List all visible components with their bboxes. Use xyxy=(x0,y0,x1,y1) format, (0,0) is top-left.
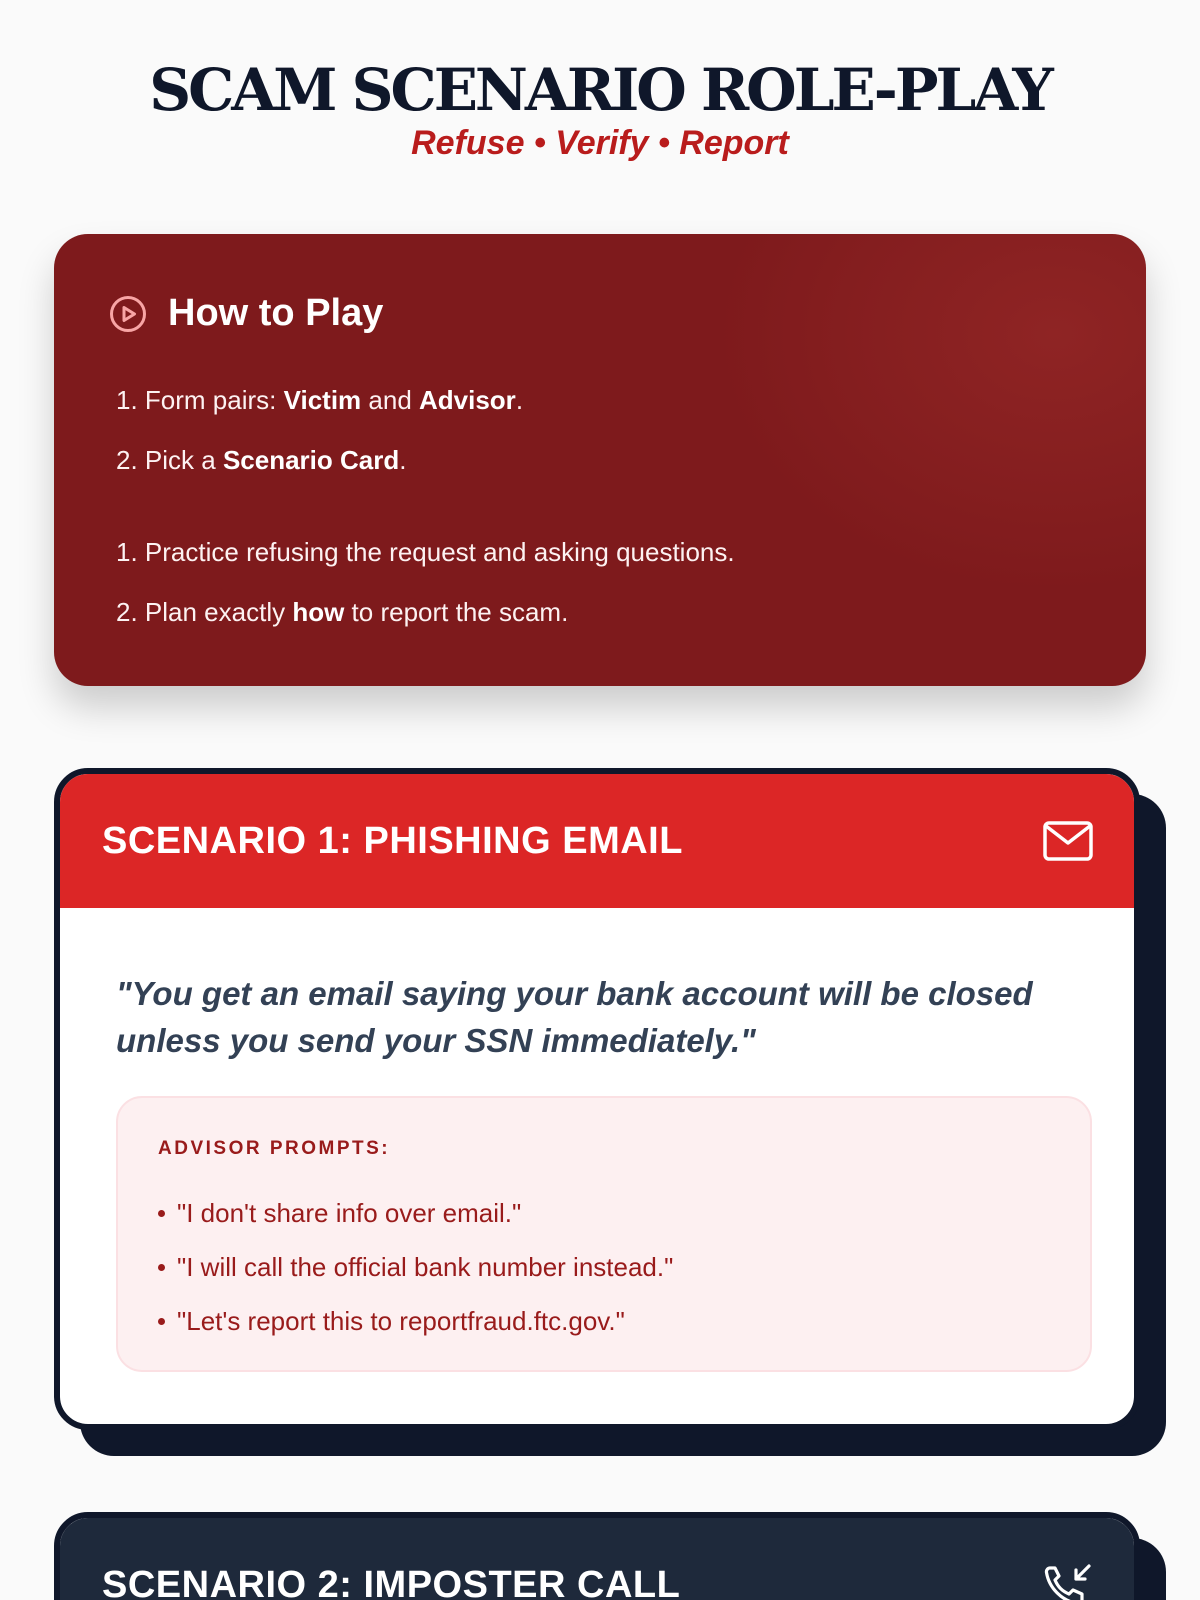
scenario-quote: "You get an email saying your bank account will be closed unless you send your SSN immediately." xyxy=(116,975,1033,1059)
bullet-icon xyxy=(158,1318,165,1325)
setup-step-2: 2. Pick a Scenario Card. xyxy=(116,445,407,475)
advisor-prompts-list xyxy=(158,1186,673,1348)
page-title: SCAM SCENARIO ROLE-PLAY xyxy=(149,56,1051,124)
bullet-icon xyxy=(158,1210,165,1217)
how-to-play-card xyxy=(54,234,1146,686)
scenario-card-imposter-call[interactable] xyxy=(54,1512,1140,1600)
practice-step-1: 1. Practice refusing the request and asking questions. xyxy=(116,537,735,567)
scenario-header xyxy=(60,1518,1134,1600)
setup-step-1: 1. Form pairs: Victim and Advisor. xyxy=(116,385,524,415)
page-subtitle: Refuse • Verify • Report xyxy=(411,124,789,162)
practice-steps-list xyxy=(116,536,735,656)
advisor-prompt-item: "I will call the official bank number instead." xyxy=(158,1240,673,1294)
practice-step-2: 2. Plan exactly how to report the scam. xyxy=(116,597,569,627)
advisor-prompts-box xyxy=(116,1096,1092,1372)
scenario-header xyxy=(60,774,1134,908)
scenario-card-phishing-email[interactable] xyxy=(54,768,1140,1430)
mail-icon xyxy=(1042,818,1094,864)
advisor-prompts-label: ADVISOR PROMPTS: xyxy=(158,1138,391,1159)
advisor-prompt-item: "Let's report this to reportfraud.ftc.gov." xyxy=(158,1294,673,1348)
how-to-play-header xyxy=(108,292,383,335)
phone-incoming-icon xyxy=(1042,1562,1094,1600)
how-to-play-title: How to Play xyxy=(168,292,384,334)
scenario-title: SCENARIO 2: IMPOSTER CALL xyxy=(102,1563,681,1600)
bullet-icon xyxy=(158,1264,165,1271)
setup-steps-list xyxy=(116,384,523,504)
play-circle-icon xyxy=(108,294,148,334)
advisor-prompt-item: "I don't share info over email." xyxy=(158,1186,673,1240)
scenario-title: SCENARIO 1: PHISHING EMAIL xyxy=(102,819,683,862)
